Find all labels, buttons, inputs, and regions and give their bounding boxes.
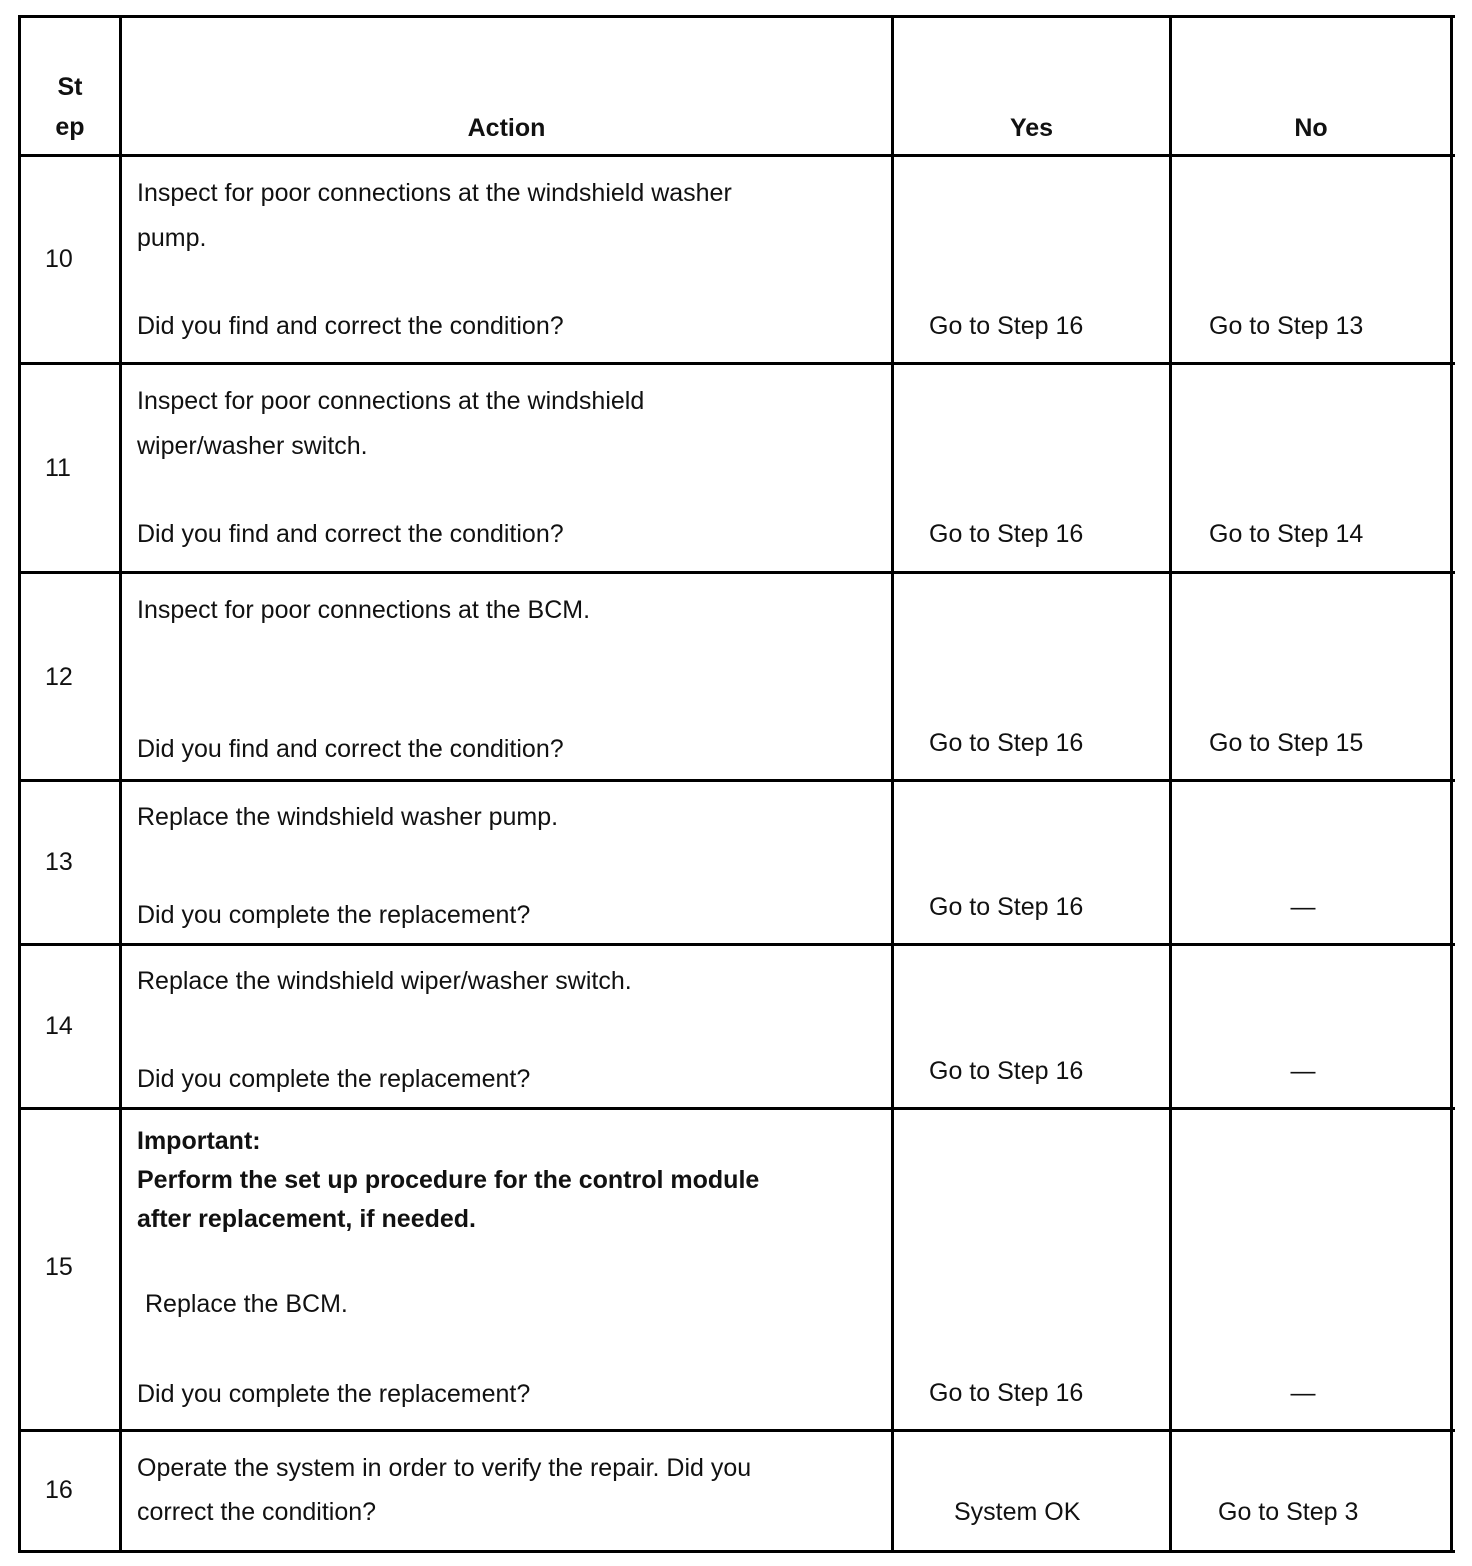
important-label: Important:: [137, 1127, 261, 1155]
step-number: 10: [45, 245, 73, 273]
header-yes: Yes: [1009, 114, 1054, 142]
table-border-left: [18, 15, 21, 1553]
header-step-line1: St: [57, 73, 83, 101]
column-divider: [119, 15, 122, 1553]
action-text: correct the condition?: [137, 1498, 377, 1526]
action-text: pump.: [137, 224, 207, 252]
no-result: —: [1290, 1057, 1316, 1085]
no-result: Go to Step 3: [1218, 1498, 1359, 1526]
important-note: after replacement, if needed.: [137, 1205, 477, 1233]
row-divider: [18, 1429, 1455, 1432]
no-result: —: [1290, 893, 1316, 921]
row-divider: [18, 571, 1455, 574]
action-text: Inspect for poor connections at the windshield: [137, 387, 645, 415]
yes-result: Go to Step 16: [929, 893, 1084, 921]
question-text: Did you complete the replacement?: [137, 1380, 531, 1408]
yes-result: System OK: [954, 1498, 1081, 1526]
action-text: Operate the system in order to verify the repair. Did you: [137, 1454, 752, 1482]
row-divider: [18, 1107, 1455, 1110]
header-step-line2: ep: [55, 113, 85, 141]
question-text: Did you find and correct the condition?: [137, 735, 564, 763]
question-text: Did you find and correct the condition?: [137, 520, 564, 548]
table-border-right: [1450, 15, 1453, 1553]
step-number: 11: [45, 454, 71, 482]
action-text: Replace the BCM.: [145, 1290, 348, 1318]
row-divider: [18, 779, 1455, 782]
header-step: [21, 67, 119, 147]
header-action: Action: [467, 114, 546, 142]
yes-result: Go to Step 16: [929, 1379, 1084, 1407]
table-border-bottom: [18, 1550, 1455, 1553]
question-text: Did you complete the replacement?: [137, 1065, 531, 1093]
no-result: Go to Step 14: [1209, 520, 1364, 548]
column-divider: [891, 15, 894, 1553]
question-text: Did you find and correct the condition?: [137, 312, 564, 340]
row-divider: [18, 154, 1455, 157]
yes-result: Go to Step 16: [929, 729, 1084, 757]
action-text: Replace the windshield washer pump.: [137, 803, 559, 831]
no-result: Go to Step 15: [1209, 729, 1364, 757]
row-divider: [18, 362, 1455, 365]
step-number: 12: [45, 663, 73, 691]
no-result: Go to Step 13: [1209, 312, 1364, 340]
header-no: No: [1294, 114, 1328, 142]
yes-result: Go to Step 16: [929, 1057, 1084, 1085]
step-number: 14: [45, 1012, 73, 1040]
yes-result: Go to Step 16: [929, 312, 1084, 340]
column-divider: [1169, 15, 1172, 1553]
question-text: Did you complete the replacement?: [137, 901, 531, 929]
step-number: 13: [45, 848, 73, 876]
no-result: —: [1290, 1379, 1316, 1407]
important-note: Perform the set up procedure for the control module: [137, 1166, 760, 1194]
action-text: wiper/washer switch.: [137, 432, 368, 460]
action-text: Inspect for poor connections at the BCM.: [137, 596, 591, 624]
table-border-top: [18, 15, 1455, 18]
action-text: Inspect for poor connections at the windshield washer: [137, 179, 732, 207]
action-text: Replace the windshield wiper/washer switch.: [137, 967, 632, 995]
row-divider: [18, 943, 1455, 946]
step-number: 15: [45, 1253, 73, 1281]
step-number: 16: [45, 1476, 73, 1504]
yes-result: Go to Step 16: [929, 520, 1084, 548]
